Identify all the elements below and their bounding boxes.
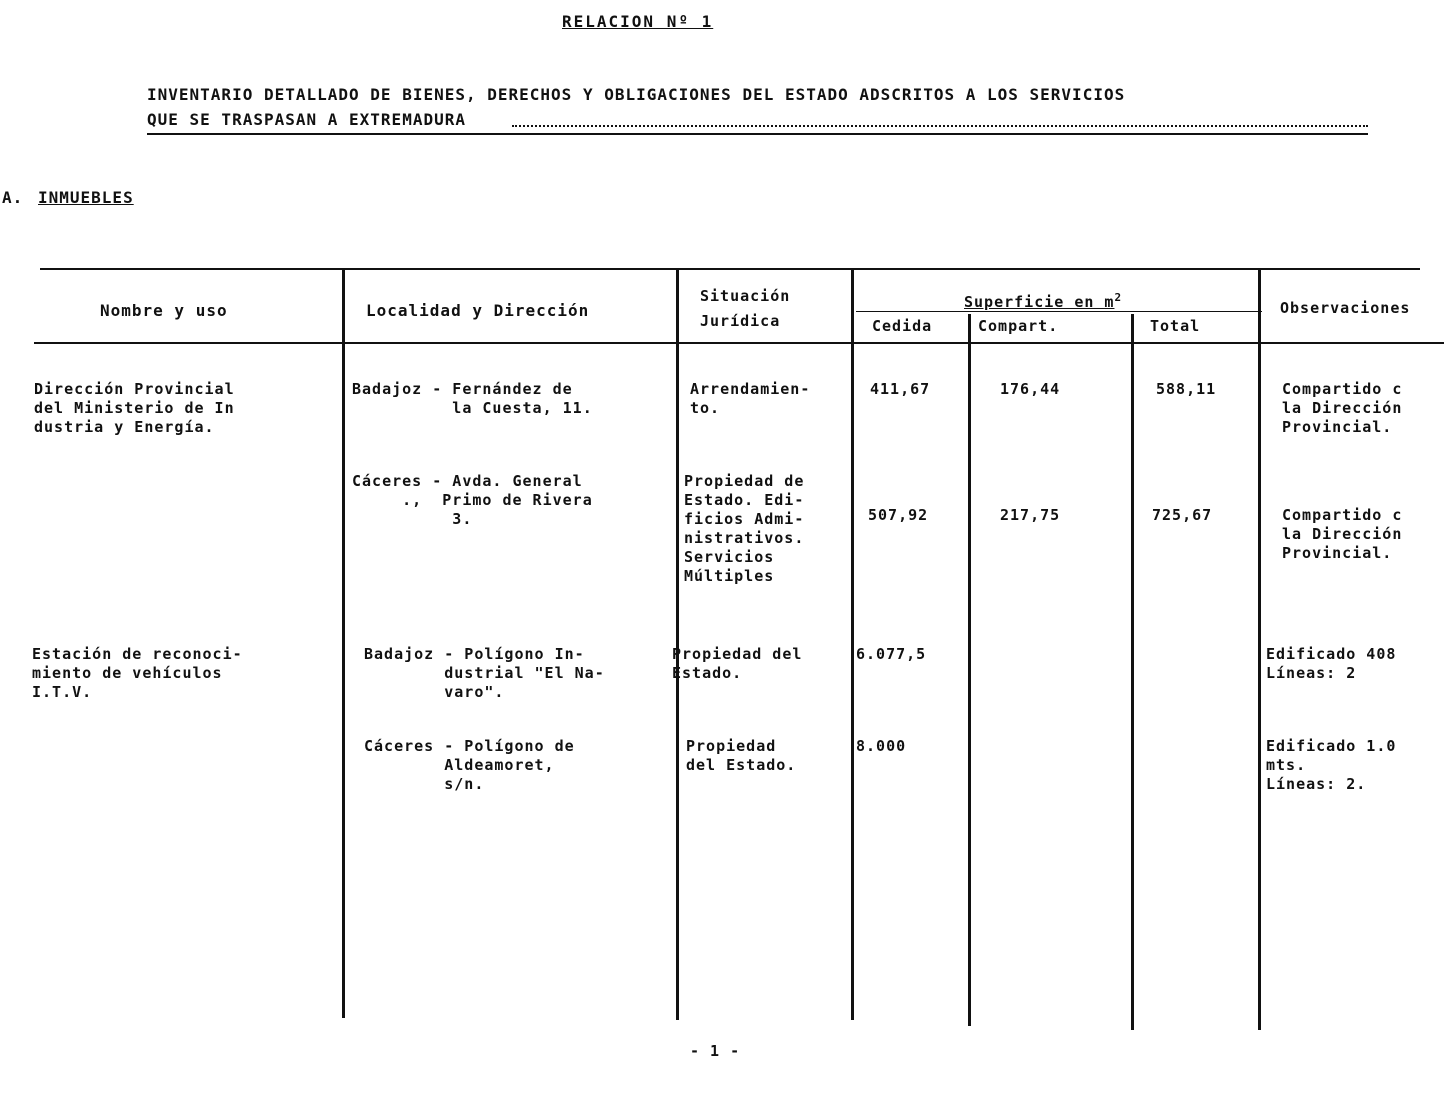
- column-divider-6: [1258, 268, 1261, 1030]
- column-divider-5: [1131, 314, 1134, 1030]
- section-number: A.: [2, 188, 24, 207]
- header-compart: Compart.: [978, 317, 1059, 335]
- row-3-nombre: Estación de reconoci- miento de vehículos I.T.V.: [32, 645, 243, 701]
- row-2-observaciones: Compartido c la Dirección Provincial.: [1282, 506, 1403, 562]
- row-1-observaciones: Compartido c la Dirección Provincial.: [1282, 380, 1403, 436]
- row-2-situacion: Propiedad de Estado. Edi- ficios Admi- nistrativos. Servicios Múltiples: [684, 472, 805, 585]
- row-1-cedida: 411,67: [870, 380, 931, 398]
- row-2-total: 725,67: [1152, 506, 1213, 524]
- row-3-situacion: Propiedad del Estado.: [672, 645, 803, 682]
- row-1-total: 588,11: [1156, 380, 1217, 398]
- row-1-nombre: Dirección Provincial del Ministerio de In dustria y Energía.: [34, 380, 235, 436]
- header-observaciones: Observaciones: [1280, 299, 1411, 317]
- row-3-cedida: 6.077,5: [856, 645, 927, 663]
- header-bottom-rule: [34, 342, 1444, 344]
- row-2-cedida: 507,92: [868, 506, 929, 524]
- column-divider-1: [342, 268, 345, 1018]
- header-nombre: Nombre y uso: [100, 301, 228, 320]
- row-4-observaciones: Edificado 1.0 mts. Líneas: 2.: [1266, 737, 1397, 793]
- column-divider-3: [851, 268, 854, 1020]
- header-superficie: [964, 288, 1122, 312]
- row-4-localidad: Cáceres - Polígono de Aldeamoret, s/n.: [364, 737, 575, 793]
- subtitle-line-2: QUE SE TRASPASAN A EXTREMADURA: [147, 110, 466, 129]
- table-top-rule: [40, 268, 1420, 270]
- row-4-situacion: Propiedad del Estado.: [686, 737, 797, 774]
- row-2-compart: 217,75: [1000, 506, 1061, 524]
- row-1-localidad: Badajoz - Fernández de la Cuesta, 11.: [352, 380, 593, 417]
- subtitle-line-1: INVENTARIO DETALLADO DE BIENES, DERECHOS Y OBLIGACIONES DEL ESTADO ADSCRITOS A LOS SERVICIOS: [147, 85, 1126, 104]
- row-1-compart: 176,44: [1000, 380, 1061, 398]
- header-cedida: Cedida: [872, 317, 933, 335]
- subtitle-dotted-leader: [512, 125, 1368, 127]
- header-total: Total: [1150, 317, 1201, 335]
- document-heading: RELACION Nº 1: [562, 12, 714, 31]
- header-situacion-l1: Situación: [700, 287, 791, 305]
- superficie-exponent: 2: [1114, 291, 1123, 304]
- row-1-situacion: Arrendamien- to.: [690, 380, 811, 417]
- column-divider-4: [968, 314, 971, 1026]
- subtitle-underline: [147, 133, 1368, 135]
- row-3-observaciones: Edificado 408 Líneas: 2: [1266, 645, 1397, 682]
- page-number: - 1 -: [690, 1042, 741, 1060]
- row-3-localidad: Badajoz - Polígono In- dustrial "El Na- varo".: [364, 645, 605, 701]
- row-4-cedida: 8.000: [856, 737, 907, 755]
- section-title: INMUEBLES: [38, 188, 134, 207]
- header-situacion-l2: Jurídica: [700, 312, 781, 330]
- superficie-label: Superficie en m: [964, 293, 1115, 311]
- row-2-localidad: Cáceres - Avda. General ., Primo de Rivera 3.: [352, 472, 593, 528]
- header-localidad: Localidad y Dirección: [366, 301, 590, 320]
- column-divider-2: [676, 268, 679, 1020]
